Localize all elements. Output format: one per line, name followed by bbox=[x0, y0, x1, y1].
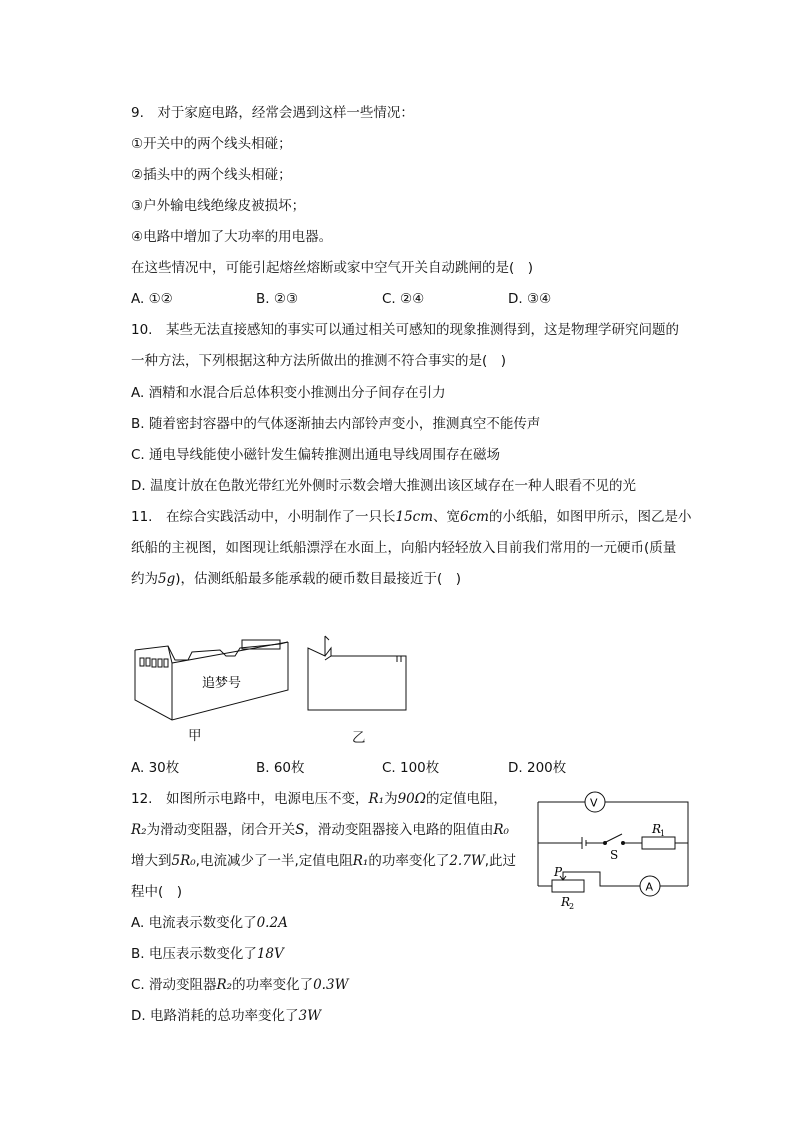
q9-item-3: ③户外输电线绝缘皮被损坏； bbox=[131, 198, 306, 214]
q12-r1-b: R₁ bbox=[352, 853, 369, 869]
q12-option-text: D. 电路消耗的总功率变化了 bbox=[131, 1008, 299, 1024]
q11-option-a: A. 30枚 bbox=[131, 760, 180, 776]
q11-option-c: C. 100枚 bbox=[382, 760, 440, 776]
boat-name-label: 追梦号 bbox=[202, 676, 242, 691]
q9-option-a: A. ①② bbox=[131, 291, 173, 307]
q9-question: 在这些情况中，可能引起熔丝熔断或家中空气开关自动跳闸的是( ) bbox=[131, 260, 534, 276]
q12-option-value: 3W bbox=[298, 1008, 321, 1024]
q10-option-a: A. 酒精和水混合后总体积变小推测出分子间存在引力 bbox=[131, 385, 446, 401]
slider-p-label: P bbox=[554, 865, 563, 879]
q9-item-2: ②插头中的两个线头相碰； bbox=[131, 167, 292, 183]
q9-item-1: ①开关中的两个线头相碰； bbox=[131, 136, 292, 152]
q10-stem-line-1: 10. 某些无法直接感知的事实可以通过相关可感知的现象推测得到，这是物理学研究问题的 bbox=[131, 322, 679, 338]
q11-stem-line-3 bbox=[131, 569, 461, 589]
figure-b-label: 乙 bbox=[352, 730, 366, 746]
ammeter-label: A bbox=[645, 880, 654, 894]
q12-option-value: 18V bbox=[256, 946, 284, 962]
q12-text: ，滑动变阻器接入电路的阻值由 bbox=[304, 822, 494, 838]
q12-stem-line-4: 程中( ) bbox=[131, 884, 183, 900]
q12-stem-line-3 bbox=[131, 851, 516, 871]
q12-option-text: C. 滑动变阻器 bbox=[131, 977, 217, 993]
switch-label: S bbox=[610, 848, 619, 862]
q12-option-text: 的功率变化了 bbox=[232, 977, 314, 993]
q12-r1-value: 90Ω bbox=[397, 791, 426, 807]
q12-r2: R₂ bbox=[131, 822, 147, 838]
boat-figure-a bbox=[130, 630, 295, 725]
q11-length: 15cm bbox=[395, 509, 434, 525]
resistor-r1-symbol bbox=[642, 837, 675, 849]
q12-switch: S bbox=[295, 822, 305, 838]
q12-5r0: 5R₀ bbox=[171, 853, 196, 869]
q12-option-b bbox=[131, 944, 284, 964]
q10-option-c: C. 通电导线能使小磁针发生偏转推测出通电导线周围存在磁场 bbox=[131, 447, 501, 463]
q9-option-b: B. ②③ bbox=[256, 291, 299, 307]
q12-option-text: B. 电压表示数变化了 bbox=[131, 946, 257, 962]
r2-subscript: 2 bbox=[569, 902, 575, 911]
q12-option-c bbox=[131, 975, 348, 995]
q12-power: 2.7W bbox=[449, 853, 485, 869]
circuit-diagram bbox=[530, 788, 695, 920]
q11-text: )，估测纸船最多能承载的硬币数目最接近于( ) bbox=[175, 571, 462, 587]
q10-option-d: D. 温度计放在色散光带红光外侧时示数会增大推测出该区域存在一种人眼看不见的光 bbox=[131, 478, 636, 494]
voltmeter-label: V bbox=[590, 796, 598, 810]
q11-width: 6cm bbox=[460, 509, 489, 525]
q11-text: 的小纸船，如图甲所示，图乙是小 bbox=[488, 509, 692, 525]
q12-r0: R₀ bbox=[493, 822, 509, 838]
q12-option-a bbox=[131, 913, 288, 933]
boat-figure-b bbox=[305, 632, 410, 712]
q12-text: 的功率变化了 bbox=[368, 853, 450, 869]
q11-option-d: D. 200枚 bbox=[508, 760, 567, 776]
figure-a-label: 甲 bbox=[188, 728, 202, 744]
q12-option-d bbox=[131, 1006, 321, 1026]
q11-text: 11. 在综合实践活动中，小明制作了一只长 bbox=[131, 509, 396, 525]
q12-stem-line-2 bbox=[131, 820, 509, 840]
q12-option-value: 0.3W bbox=[313, 977, 349, 993]
q11-option-b: B. 60枚 bbox=[256, 760, 305, 776]
r1-label: R bbox=[652, 822, 662, 836]
q12-stem-line-1 bbox=[131, 789, 507, 809]
q12-text: 为滑动变阻器，闭合开关 bbox=[146, 822, 296, 838]
q9-item-4: ④电路中增加了大功率的用电器。 bbox=[131, 229, 333, 245]
r1-subscript: 1 bbox=[660, 829, 666, 838]
q11-stem-line-2: 纸船的主视图，如图现让纸船漂浮在水面上，向船内轻轻放入目前我们常用的一元硬币(质量 bbox=[131, 540, 677, 556]
q12-option-value: 0.2A bbox=[256, 915, 288, 931]
q9-option-c: C. ②④ bbox=[382, 291, 425, 307]
q11-text: 、宽 bbox=[433, 509, 461, 525]
q9-option-d: D. ③④ bbox=[508, 291, 552, 307]
q12-option-r2: R₂ bbox=[216, 977, 233, 993]
q12-text: 为 bbox=[384, 791, 398, 807]
r2-label: R bbox=[561, 895, 571, 909]
q10-stem-line-2: 一种方法，下列根据这种方法所做出的推测不符合事实的是( ) bbox=[131, 353, 507, 369]
q12-text: ,电流减少了一半,定值电阻 bbox=[195, 853, 353, 869]
q10-option-b: B. 随着密封容器中的气体逐渐抽去内部铃声变小，推测真空不能传声 bbox=[131, 416, 541, 432]
q9-stem: 9. 对于家庭电路，经常会遇到这样一些情况： bbox=[131, 105, 414, 121]
q12-text: 的定值电阻， bbox=[425, 791, 507, 807]
q12-text: ,此过 bbox=[484, 853, 516, 869]
q12-option-text: A. 电流表示数变化了 bbox=[131, 915, 257, 931]
q11-stem-line-1 bbox=[131, 507, 691, 527]
q12-text: 12. 如图所示电路中，电源电压不变， bbox=[131, 791, 369, 807]
q11-mass: 5g bbox=[158, 571, 176, 587]
q12-text: 增大到 bbox=[131, 853, 172, 869]
rheostat-r2-symbol bbox=[552, 880, 584, 892]
q12-r1: R₁ bbox=[368, 791, 385, 807]
q11-text: 约为 bbox=[131, 571, 158, 587]
